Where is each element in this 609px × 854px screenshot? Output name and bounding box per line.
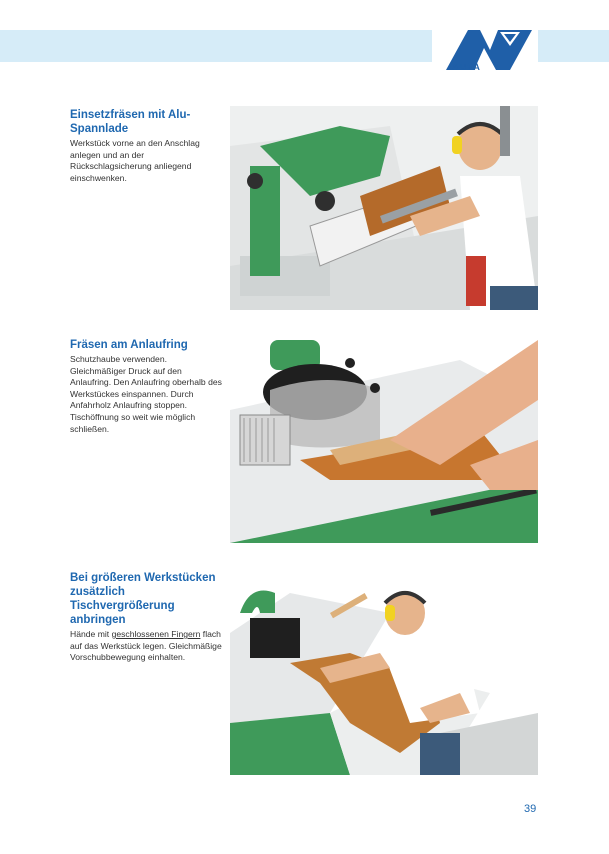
illustration-alu-spannlade <box>230 106 538 310</box>
section-2-title: Fräsen am Anlaufring <box>70 339 188 351</box>
section-1-body: Werkstück vorne an den Anschlag anlegen und an der Rückschlagsicherung anliegend einschwenken. <box>70 138 200 183</box>
header-band-right <box>538 30 609 62</box>
section-1 <box>70 108 222 184</box>
section-3 <box>70 571 222 664</box>
section-2-body: Schutzhaube verwenden. Gleichmäßiger Druck auf den Anlaufring. Den Anlaufring oberhalb des Werkstückes einspannen. Durch Anfahrholz Anlaufring stoppen. Tischöffnung so weit wie möglich schließen. <box>70 354 222 434</box>
section-1-title: Einsetzfräsen mit Alu-Spannlade <box>70 109 191 135</box>
section-3-body-suffix: flach auf das Werkstück legen. Gleichmäßige Vorschubbewegung einhalten. <box>70 629 222 663</box>
section-3-body-prefix: Hände mit <box>70 629 112 639</box>
header-band-left <box>0 30 432 62</box>
section-3-title: Bei größeren Werkstücken zusätzlich Tischvergrößerung anbringen <box>70 572 216 626</box>
illustration-anlaufring <box>230 340 538 543</box>
section-3-body <box>70 629 222 664</box>
page-number: 39 <box>524 803 537 815</box>
logo-text: AUVA <box>452 62 481 72</box>
section-2 <box>70 338 222 435</box>
illustration-tischvergroesserung <box>230 573 538 775</box>
section-3-body-underlined: geschlossenen Fingern <box>111 629 201 639</box>
